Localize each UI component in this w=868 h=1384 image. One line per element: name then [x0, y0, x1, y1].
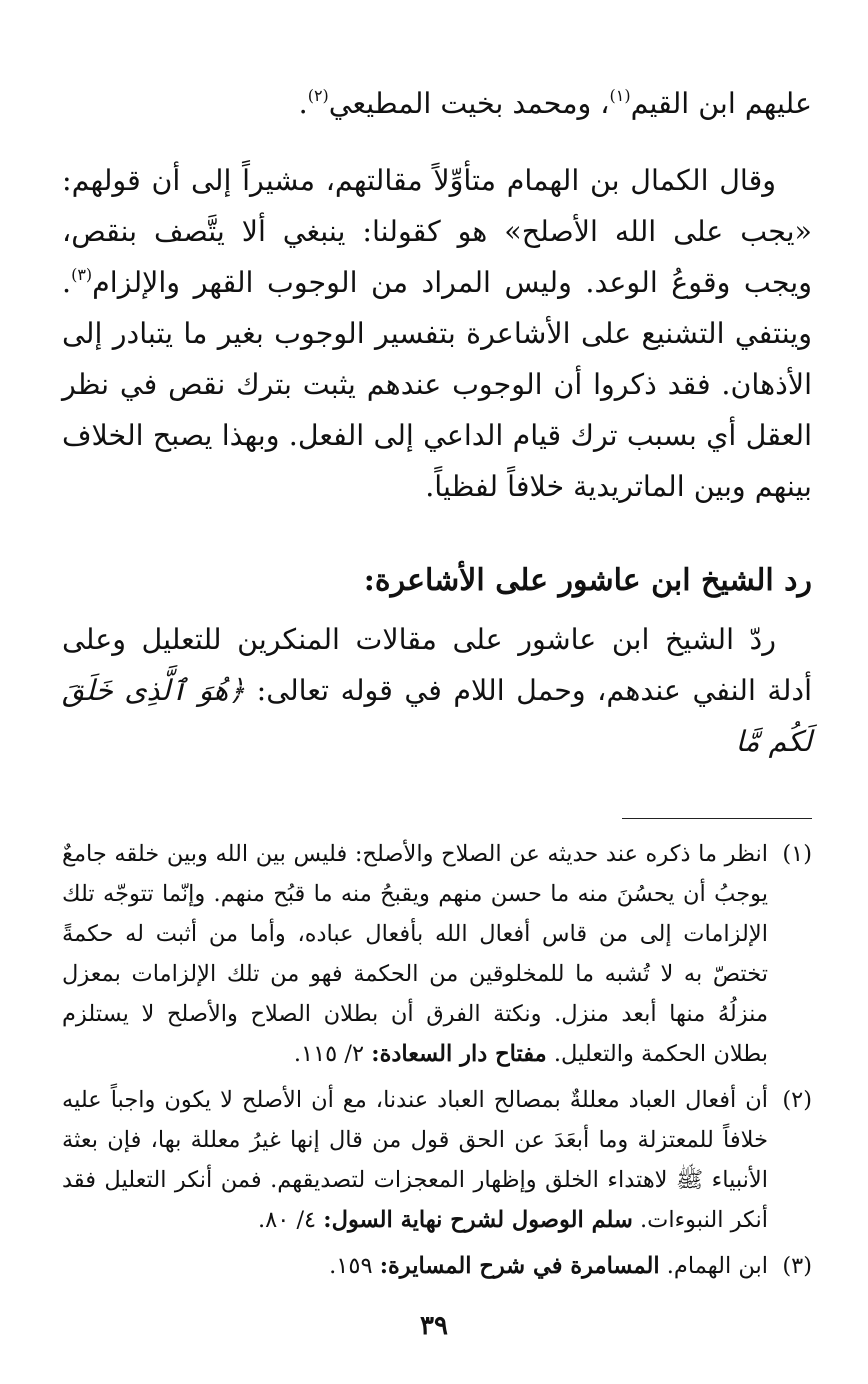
- footnote-number: (١): [782, 841, 812, 867]
- footnote-source: المسامرة في شرح المسايرة:: [379, 1253, 660, 1279]
- footnotes: [62, 834, 812, 1292]
- footnote-separator: [622, 818, 812, 819]
- footnote-ref-3: (٣): [71, 265, 93, 284]
- page-number: ٣٩: [420, 1311, 448, 1341]
- intro-end-text: .: [298, 87, 308, 120]
- footnote-reference: ١٥٩.: [329, 1253, 373, 1279]
- footnote-number: (٢): [782, 1087, 812, 1113]
- footnote-text: [62, 1246, 768, 1286]
- footnote-reference: ٤/ ٨٠.: [257, 1207, 317, 1233]
- footnote-text: [62, 834, 768, 1074]
- footnote-body: أن أفعال العباد معللةٌ بمصالح العباد عندنا، مع أن الأصلح لا يكون واجباً عليه خلافاً للمعتزلة وما أبعَدَ عن الحق قول من قال إنها غيرُ معللة بها، فإن بعثة الأنبياء ﷺ لاهتداء الخلق وإظهار المعجزات لتصديقهم. فمن أنكر التعليل فقد أنكر النبوءات.: [62, 1087, 768, 1233]
- paragraph-ibn-ashur: [62, 614, 812, 767]
- intro-middle-text: ، ومحمد بخيت المطيعي: [328, 87, 610, 120]
- paragraph-ibn-ashur-text: ردّ الشيخ ابن عاشور على مقالات المنكرين للتعليل وعلى أدلة النفي عندهم، وحمل اللام في قوله تعالى:: [62, 623, 812, 707]
- paragraph-ibn-humam-part1: وقال الكمال بن الهمام متأوِّلاً مقالتهم، مشيراً إلى أن قولهم: «يجب على الله الأصلح» هو كقولنا: ينبغي ألا يتَّصف بنقص، ويجب وقوعُ الوعد. وليس المراد من الوجوب القهر والإلزام: [62, 164, 812, 299]
- footnote-text: [62, 1080, 768, 1240]
- footnote-2: [62, 1080, 812, 1240]
- main-text: [62, 78, 812, 767]
- footnote-body: انظر ما ذكره عند حديثه عن الصلاح والأصلح: فليس بين الله وبين خلقه جامعٌ يوجبُ أن يحسُنَ منه ما حسن منهم ويقبحُ منه ما قبُح منهم. وإنّما تتوجّه تلك الإلزامات إلى من قاس أفعال الله بأفعال عباده، وأما من أثبت له حكمةً تختصّ به لا تُشبه ما للمخلوقين من الحكمة فهو من تلك الإلزامات بمعزل منزلُهُ منها أبعد منزل. ونكتة الفرق أن بطلان الصلاح والأصلح لا يستلزم بطلان الحكمة والتعليل.: [62, 841, 768, 1067]
- footnote-ref-1: (١): [609, 86, 631, 105]
- paragraph-ibn-humam: [62, 155, 812, 512]
- footnote-body: ابن الهمام.: [666, 1253, 768, 1279]
- section-heading: رد الشيخ ابن عاشور على الأشاعرة:: [363, 563, 812, 598]
- page: [62, 78, 812, 1279]
- paragraph-ibn-humam-part2: . وينتفي التشنيع على الأشاعرة بتفسير الوجوب بغير ما يتبادر إلى الأذهان. فقد ذكروا أن الوجوب عندهم يثبت بترك نقص في نظر العقل أي بسبب ترك قيام الداعي إلى الفعل. وبهذا يصبح الخلاف بينهم وبين الماتريدية خلافاً لفظياً.: [62, 266, 812, 503]
- footnote-source: سلم الوصول لشرح نهاية السول:: [323, 1207, 633, 1233]
- footnote-3: [62, 1246, 812, 1286]
- footnote-1: [62, 834, 812, 1074]
- footnote-reference: ٢/ ١١٥.: [293, 1041, 365, 1067]
- intro-paragraph: [62, 78, 812, 129]
- intro-text: عليهم ابن القيم: [630, 87, 812, 120]
- footnote-ref-2: (٢): [307, 86, 329, 105]
- footnote-source: مفتاح دار السعادة:: [371, 1041, 547, 1067]
- footnote-number: (٣): [782, 1253, 812, 1279]
- quran-verse: ﴿هُوَ ٱلَّذِى خَلَقَ لَكُم مَّا: [62, 674, 812, 758]
